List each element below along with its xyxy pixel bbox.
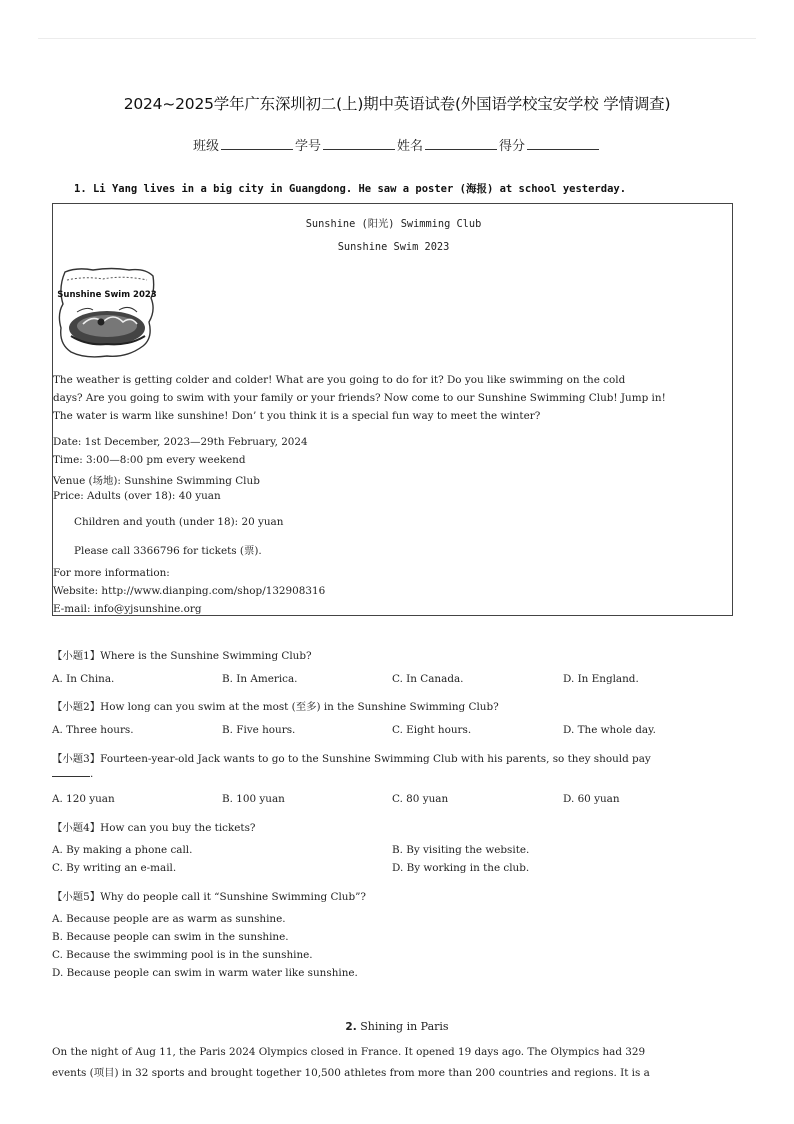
- poster-tickets: Please call 3366796 for tickets (票).: [74, 545, 262, 557]
- option-5c[interactable]: C. Because the swimming pool is in the sunshine.: [52, 949, 313, 961]
- option-5a[interactable]: A. Because people are as warm as sunshine.: [52, 913, 286, 925]
- question-1-intro: [74, 181, 626, 196]
- subquestion-4: 【小题4】How can you buy the tickets?: [52, 822, 256, 834]
- option-3c[interactable]: C. 80 yuan: [392, 793, 449, 805]
- field-score-label: 得分: [499, 139, 526, 154]
- poster-date: Date: 1st December, 2023—29th February, 2024: [53, 436, 308, 448]
- option-4b[interactable]: B. By visiting the website.: [392, 844, 530, 856]
- question-2-line-2: events (项目) in 32 sports and brought together 10,500 athletes from more than 200 countries and regions. It is a: [52, 1067, 650, 1079]
- question-2-heading: [0, 1020, 794, 1033]
- option-4d[interactable]: D. By working in the club.: [392, 862, 530, 874]
- poster-paragraph-line-2: days? Are you going to swim with your family or your friends? Now come to our Sunshine Swimming Club! Jump in!: [53, 392, 666, 404]
- option-3a[interactable]: A. 120 yuan: [52, 793, 115, 805]
- subquestion-5: 【小题5】Why do people call it “Sunshine Swimming Club”?: [52, 891, 366, 903]
- field-name-blank[interactable]: [425, 137, 497, 150]
- poster-price-children: Children and youth (under 18): 20 yuan: [74, 516, 284, 528]
- logo-text: Sunshine Swim 2023: [57, 290, 157, 300]
- subquestion-2: 【小题2】How long can you swim at the most (至多) in the Sunshine Swimming Club?: [52, 701, 499, 713]
- poster-venue: Venue (场地): Sunshine Swimming Club: [53, 475, 260, 487]
- answer-blank[interactable]: [52, 766, 90, 777]
- student-info-line: [0, 135, 794, 154]
- subquestion-1: 【小题1】Where is the Sunshine Swimming Club?: [52, 650, 312, 662]
- option-1d[interactable]: D. In England.: [563, 673, 639, 685]
- question-2-title: Shining in Paris: [360, 1020, 449, 1033]
- question-2-number: 2.: [345, 1021, 357, 1033]
- poster-email[interactable]: E-mail: info@yjsunshine.org: [53, 603, 202, 615]
- option-2b[interactable]: B. Five hours.: [222, 724, 296, 736]
- poster-time: Time: 3:00—8:00 pm every weekend: [53, 454, 246, 466]
- logo-graphic: [57, 266, 157, 362]
- field-name-label: 姓名: [397, 139, 424, 154]
- option-2d[interactable]: D. The whole day.: [563, 724, 656, 736]
- option-4c[interactable]: C. By writing an e-mail.: [52, 862, 177, 874]
- option-2a[interactable]: A. Three hours.: [52, 724, 134, 736]
- field-id-label: 学号: [294, 139, 321, 154]
- option-5b[interactable]: B. Because people can swim in the sunshine.: [52, 931, 289, 943]
- option-5d[interactable]: D. Because people can swim in warm water like sunshine.: [52, 967, 358, 979]
- subquestion-3-end: .: [90, 768, 94, 780]
- exam-title: 2024~2025学年广东深圳初二(上)期中英语试卷(外国语学校宝安学校 学情调查): [123, 95, 671, 113]
- question-2-line-1: On the night of Aug 11, the Paris 2024 Olympics closed in France. It opened 19 days ago. The Olympics had 329: [52, 1046, 646, 1058]
- question-1-number: 1.: [74, 183, 87, 195]
- poster-title: Sunshine (阳光) Swimming Club: [305, 218, 482, 230]
- field-score-blank[interactable]: [527, 137, 599, 150]
- field-class-label: 班级: [192, 139, 219, 154]
- poster-box: [52, 203, 733, 616]
- option-1a[interactable]: A. In China.: [52, 673, 115, 685]
- poster-more-info: For more information:: [53, 567, 170, 579]
- field-id-blank[interactable]: [323, 137, 395, 150]
- option-1b[interactable]: B. In America.: [222, 673, 298, 685]
- question-1-intro-text: Li Yang lives in a big city in Guangdong. He saw a poster (海报) at school yesterday.: [92, 183, 627, 195]
- option-3b[interactable]: B. 100 yuan: [222, 793, 285, 805]
- subquestion-3-blank-line: [52, 766, 93, 780]
- option-4a[interactable]: A. By making a phone call.: [52, 844, 193, 856]
- sunshine-swim-logo: [57, 266, 157, 362]
- option-1c[interactable]: C. In Canada.: [392, 673, 464, 685]
- field-class-blank[interactable]: [221, 137, 293, 150]
- page-top-rule: [38, 38, 756, 39]
- option-2c[interactable]: C. Eight hours.: [392, 724, 472, 736]
- poster-price: Price: Adults (over 18): 40 yuan: [53, 490, 221, 502]
- poster-paragraph-line-1: The weather is getting colder and colder! What are you going to do for it? Do you like swimming on the cold: [53, 374, 626, 386]
- poster-website[interactable]: Website: http://www.dianping.com/shop/132908316: [53, 585, 326, 597]
- option-3d[interactable]: D. 60 yuan: [563, 793, 620, 805]
- poster-subtitle: Sunshine Swim 2023: [337, 241, 450, 253]
- poster-paragraph-line-3: The water is warm like sunshine! Don’ t you think it is a special fun way to meet the winter?: [53, 410, 541, 422]
- subquestion-3: 【小题3】Fourteen-year-old Jack wants to go to the Sunshine Swimming Club with his parents, so they should pay: [52, 753, 651, 765]
